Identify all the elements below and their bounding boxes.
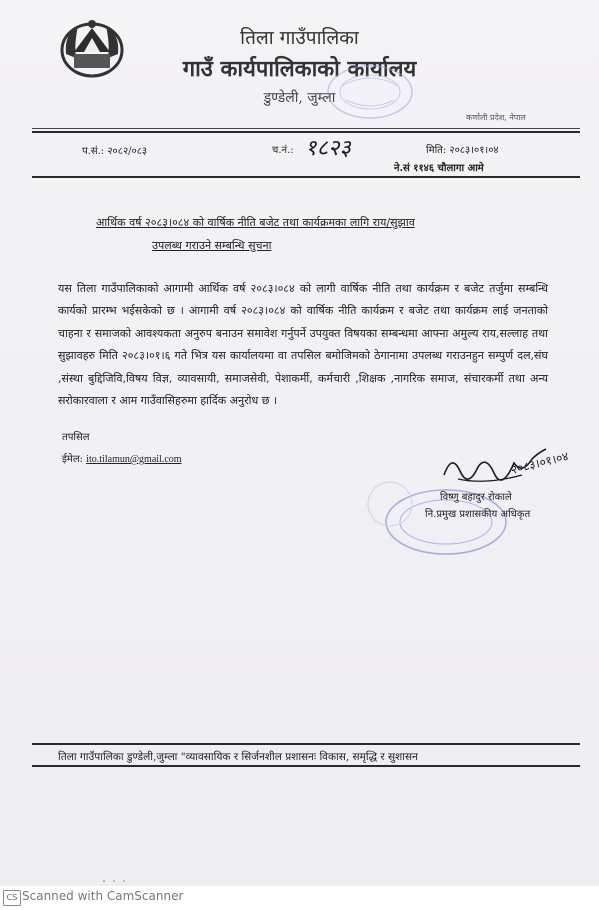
- camscanner-logo-icon: CS: [3, 890, 21, 906]
- chalani-number: १८२३: [304, 136, 355, 161]
- letter-date: मिति: २०८३।०१।०४: [426, 145, 499, 156]
- footer-slogan: तिला गाउँपालिका डुण्डेली,जुम्ला "व्यावसायिक र सिर्जनशील प्रशासनः विकास, समृद्धि र सुशासन: [58, 751, 418, 763]
- office-stamp-icon: [322, 58, 414, 122]
- header-divider-top: [32, 128, 580, 129]
- email-label: ईमेल:: [62, 454, 84, 465]
- header-divider-bottom: [32, 131, 580, 133]
- province-name: कर्णाली प्रदेश, नेपाल: [466, 113, 526, 122]
- signer-title: नि.प्रमुख प्रशासकीय अधिकृत: [425, 509, 531, 520]
- signer-name: विष्णु बहादुर रोकाले: [440, 492, 512, 503]
- footer-divider-top: [32, 743, 580, 745]
- reference-divider: [32, 176, 580, 178]
- office-name: गाउँ कार्यपालिकाको कार्यालय: [182, 56, 417, 82]
- patra-sankhya: प.सं.: २०८२/०८३: [82, 146, 148, 157]
- email-line: [62, 451, 182, 465]
- signature-date: २०८३।०१।०४: [509, 449, 570, 477]
- footer-divider-bottom: [32, 765, 580, 767]
- chalani-label: च.नं.:: [272, 145, 294, 156]
- email-link[interactable]: ito.tilamun@gmail.com: [86, 454, 182, 465]
- org-name: तिला गाउँपालिका: [240, 27, 359, 49]
- office-location: डुण्डेली, जुम्ला: [263, 90, 336, 106]
- scanned-with-label: Scanned with CamScanner: [22, 889, 184, 903]
- subject-line-1: आर्थिक वर्ष २०८३।०८४ को वार्षिक नीति बजेट तथा कार्यक्रमका लागि राय/सुझाव: [96, 216, 415, 229]
- nepal-sambat-address: ने.सं ११४६ चौलागा आमे: [394, 163, 484, 174]
- scan-speck-icon: [100, 878, 130, 884]
- notice-body: यस तिला गाउँपालिकाको आगामी आर्थिक वर्ष २०८३।०८४ को लागी वार्षिक नीति तथा कार्यक्रम र बजेट तर्जुमा सम्बन्धि कार्यको प्रारम्भ भईसकेको छ । आगामी वर्ष २०८३।०८४ को वार्षिक नीति कार्यक्रम र बजेट तथा कार्यक्रम लाई जनताको चाहना र समाजको आवश्यकता अनुरुप बनाउन समावेश गर्नुपर्ने उपयुक्त विषयका सम्बन्धमा आफ्ना अमुल्य राय,सल्लाह तथा सुझावहरु मिति २०८३।०१।६ गते भित्र यस कार्यालयमा वा तपसिल बमोजिमको ठेगानामा उपलब्ध गराउनहुन सम्पुर्ण दल,संघ ,संस्था बुद्दिजिवि,विषय विज्ञ, व्यावसायी, समाजसेवी, पेशाकर्मी, कर्मचारी ,शिक्षक ,नागरिक समाज, संचारकर्मी तथा अन्य सरोकारवाला र आम गाउँवासिहरुमा हार्दिक अनुरोध छ ।: [58, 282, 548, 408]
- subject-line-2: उपलब्ध गराउने सम्बन्धि सुचना: [152, 239, 272, 252]
- tapasil-label: तपसिल: [62, 432, 90, 443]
